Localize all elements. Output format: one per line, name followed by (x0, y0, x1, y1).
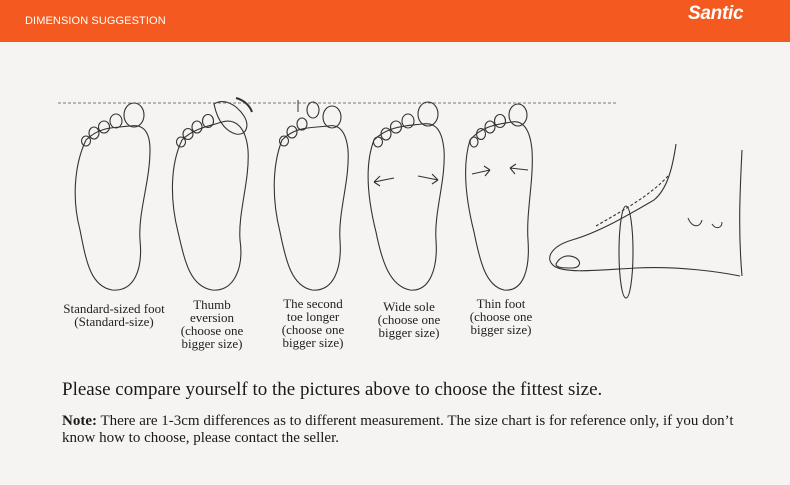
caption-standard-foot: Standard-sized foot (Standard-size) (63, 301, 165, 329)
instruction-text: Please compare yourself to the pictures above to choose the fittest size. (62, 379, 603, 400)
side-view-foot-icon (550, 144, 742, 298)
note-label: Note: (62, 413, 97, 429)
header-bar (0, 0, 790, 42)
standard-foot-icon (75, 103, 150, 290)
brand-logo: Santic (688, 3, 744, 24)
thumb-eversion-foot-icon (172, 98, 252, 290)
note-body: There are 1-3cm differences as to different measurement. The size chart is for reference only, if you don’t know how to choose, please contact the seller. (62, 413, 734, 446)
thin-foot-icon (466, 104, 533, 290)
caption-wide-sole: Wide sole (choose one bigger size) (377, 299, 441, 340)
foot-illustrations (0, 42, 790, 342)
wide-sole-foot-icon (368, 102, 444, 290)
caption-thumb-eversion: Thumb eversion (choose one bigger size) (180, 297, 244, 351)
caption-second-toe-longer: The second toe longer (choose one bigger size) (281, 296, 345, 350)
caption-thin-foot: Thin foot (choose one bigger size) (469, 296, 533, 337)
header-title: DIMENSION SUGGESTION (25, 15, 166, 27)
second-toe-longer-foot-icon (274, 100, 348, 290)
note-text (62, 413, 742, 447)
